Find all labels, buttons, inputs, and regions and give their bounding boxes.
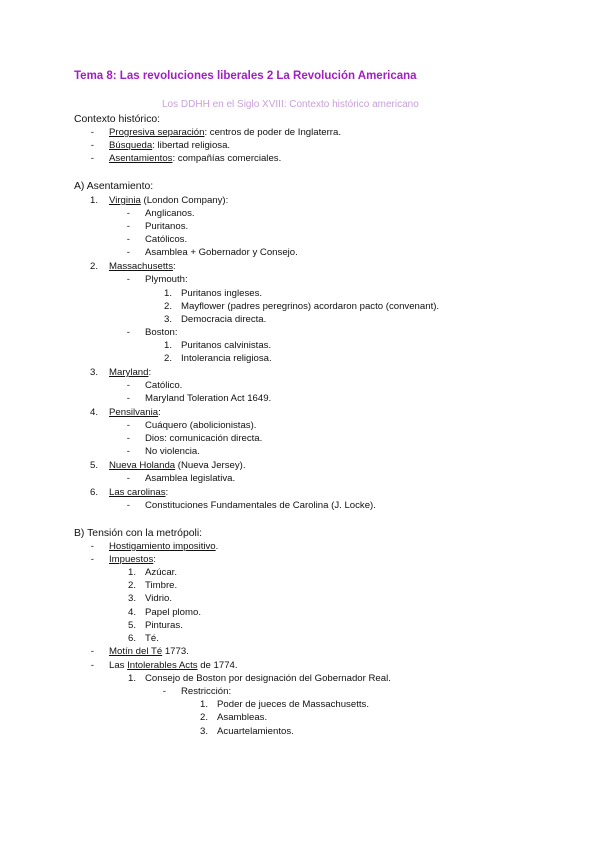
bullet-dash: -: [162, 686, 166, 697]
item-text: .: [215, 541, 219, 552]
list-item: Acuartelamientos.: [217, 726, 294, 737]
list-number: 2.: [163, 353, 172, 364]
bullet-dash: -: [90, 646, 94, 657]
bullet-dash: -: [126, 234, 130, 245]
list-item: Católicos.: [145, 234, 188, 245]
bullet-dash: -: [126, 420, 130, 431]
list-number: 6.: [127, 633, 136, 644]
list-item: Boston:: [145, 327, 178, 338]
list-number: 1.: [163, 340, 172, 351]
underlined-term: Impuestos: [109, 554, 154, 565]
asentamiento-heading: A) Asentamiento:: [74, 181, 154, 192]
list-item: Pinturas.: [145, 620, 183, 631]
list-item: Puritanos calvinistas.: [181, 340, 272, 351]
tension-item: [109, 646, 189, 658]
underlined-term: Asentamientos: [109, 153, 173, 164]
list-number: 1.: [199, 699, 208, 710]
bullet-dash: -: [126, 327, 130, 338]
list-number: 3.: [127, 593, 136, 604]
bullet-dash: -: [126, 446, 130, 457]
list-item: Poder de jueces de Massachusetts.: [217, 699, 369, 710]
item-text: 1773.: [162, 646, 189, 657]
item-text: de 1774.: [197, 660, 238, 671]
colony-pensilvania: [109, 407, 161, 419]
list-item: Intolerancia religiosa.: [181, 353, 272, 364]
tension-item: [109, 660, 238, 672]
contexto-item: [109, 153, 281, 165]
list-item: Plymouth:: [145, 274, 188, 285]
list-number: 3.: [199, 726, 208, 737]
list-number: 4.: [127, 607, 136, 618]
underlined-term: Nueva Holanda: [109, 460, 176, 471]
list-item: Restricción:: [181, 686, 232, 697]
list-number: 3.: [89, 367, 98, 378]
item-text: (Nueva Jersey).: [175, 460, 246, 471]
underlined-term: Motín del Té: [109, 646, 163, 657]
list-item: No violencia.: [145, 446, 200, 457]
list-number: 1.: [89, 195, 98, 206]
list-item: Asamblea + Gobernador y Consejo.: [145, 247, 298, 258]
colony-carolinas: [109, 487, 168, 499]
list-item: Constituciones Fundamentales de Carolina (J. Locke).: [145, 500, 376, 511]
item-text: :: [158, 407, 161, 418]
colony-nueva-holanda: [109, 460, 246, 472]
contexto-item: [109, 127, 341, 139]
item-text: Las: [109, 660, 128, 671]
underlined-term: Las carolinas: [109, 487, 166, 498]
item-text: :: [153, 554, 156, 565]
colony-massachusetts: [109, 261, 176, 273]
tension-item: [109, 554, 156, 566]
list-number: 6.: [89, 487, 98, 498]
contexto-heading: Contexto histórico:: [74, 114, 161, 125]
list-item: Dios: comunicación directa.: [145, 433, 263, 444]
list-item: Asambleas.: [217, 712, 268, 723]
list-number: 1.: [127, 673, 136, 684]
list-item: Té.: [145, 633, 159, 644]
list-item: Católico.: [145, 380, 183, 391]
list-item: Puritanos ingleses.: [181, 288, 263, 299]
tension-heading: B) Tensión con la metrópoli:: [74, 528, 203, 539]
item-text: : centros de poder de Inglaterra.: [204, 127, 341, 138]
underlined-term: Pensilvania: [109, 407, 159, 418]
underlined-term: Massachusetts: [109, 261, 173, 272]
item-text: :: [173, 261, 176, 272]
list-item: Maryland Toleration Act 1649.: [145, 393, 272, 404]
list-item: Cuáquero (abolicionistas).: [145, 420, 257, 431]
list-item: Azúcar.: [145, 567, 177, 578]
underlined-term: Hostigamiento impositivo: [109, 541, 216, 552]
list-number: 5.: [127, 620, 136, 631]
list-item: Timbre.: [145, 580, 178, 591]
list-item: Vidrio.: [145, 593, 173, 604]
bullet-dash: -: [126, 221, 130, 232]
bullet-dash: -: [126, 393, 130, 404]
list-item: Anglicanos.: [145, 208, 195, 219]
bullet-dash: -: [90, 660, 94, 671]
contexto-item: [109, 140, 230, 152]
underlined-term: Progresiva separación: [109, 127, 205, 138]
item-text: : libertad religiosa.: [152, 140, 231, 151]
list-item: Asamblea legislativa.: [145, 473, 236, 484]
list-item: Papel plomo.: [145, 607, 201, 618]
list-item: Mayflower (padres peregrinos) acordaron pacto (convenant).: [181, 301, 440, 312]
list-number: 5.: [89, 460, 98, 471]
list-number: 2.: [199, 712, 208, 723]
bullet-dash: -: [126, 380, 130, 391]
colony-maryland: [109, 367, 151, 379]
bullet-dash: -: [90, 554, 94, 565]
list-number: 1.: [127, 567, 136, 578]
tension-item: [109, 541, 218, 553]
list-number: 2.: [89, 261, 98, 272]
underlined-term: Intolerables Acts: [127, 660, 198, 671]
list-item: Consejo de Boston por designación del Gobernador Real.: [145, 673, 391, 684]
item-text: : compañías comerciales.: [172, 153, 282, 164]
underlined-term: Virginia: [109, 195, 141, 206]
item-text: (London Company):: [140, 195, 229, 206]
bullet-dash: -: [126, 274, 130, 285]
bullet-dash: -: [90, 153, 94, 164]
item-text: :: [148, 367, 152, 378]
bullet-dash: -: [126, 473, 130, 484]
underlined-term: Búsqueda: [109, 140, 153, 151]
bullet-dash: -: [126, 500, 130, 511]
bullet-dash: -: [90, 127, 94, 138]
underlined-term: Maryland: [109, 367, 149, 378]
list-item: Democracia directa.: [181, 314, 267, 325]
bullet-dash: -: [126, 208, 130, 219]
list-item: Puritanos.: [145, 221, 189, 232]
list-number: 3.: [163, 314, 172, 325]
bullet-dash: -: [90, 140, 94, 151]
bullet-dash: -: [126, 433, 130, 444]
page-subtitle: Los DDHH en el Siglo XVIII: Contexto histórico americano: [162, 99, 419, 110]
list-number: 4.: [89, 407, 98, 418]
bullet-dash: -: [126, 247, 130, 258]
bullet-dash: -: [90, 541, 94, 552]
page-title: Tema 8: Las revoluciones liberales 2 La Revolución Americana: [74, 70, 417, 82]
list-number: 2.: [127, 580, 136, 591]
item-text: :: [165, 487, 169, 498]
list-number: 1.: [163, 288, 172, 299]
list-number: 2.: [163, 301, 172, 312]
colony-virginia: [109, 195, 228, 207]
